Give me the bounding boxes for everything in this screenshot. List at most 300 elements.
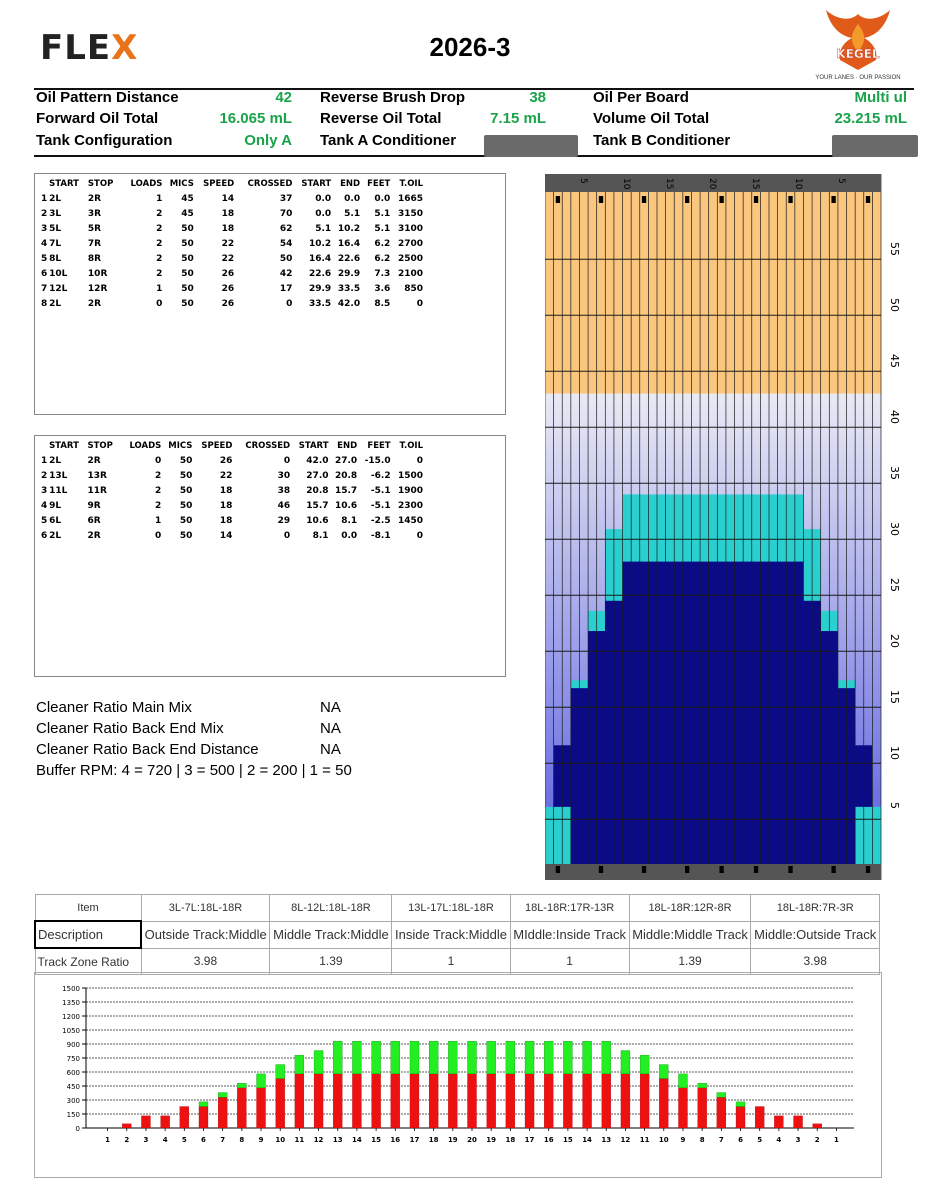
param-label-tank-configuration: Tank Configuration [36, 132, 173, 149]
target-arrow-top [719, 196, 723, 203]
param-label-reverse-oil-total: Reverse Oil Total [320, 110, 442, 127]
forward-oil-bar [333, 1074, 342, 1128]
reverse-table-header-cell: END [337, 441, 358, 451]
reverse-oil-bar [678, 1074, 687, 1088]
forward-table-cell: 12L [49, 283, 68, 294]
forward-table-cell: 2 [156, 268, 163, 279]
x-tick-label: 10 [793, 178, 804, 190]
heavy-oil-board [821, 631, 830, 864]
forward-table-cell: 1 [41, 193, 48, 204]
reverse-table-cell: 8.1 [341, 515, 358, 526]
reverse-oil-bar [563, 1041, 572, 1074]
tank-a-conditioner-redacted [484, 135, 578, 157]
x-tick-label: 11 [294, 1136, 305, 1144]
forward-oil-bar [391, 1074, 400, 1128]
reverse-oil-bar [218, 1093, 227, 1098]
forward-oil-bar [276, 1079, 285, 1128]
y-tick-label: 150 [66, 1111, 80, 1119]
forward-table-cell: 10.2 [308, 238, 332, 249]
zone-description-cell: Middle Track:Middle [270, 921, 392, 948]
forward-table-cell: 2100 [397, 268, 423, 279]
x-tick-label: 16 [390, 1136, 401, 1144]
heavy-oil-board [631, 562, 640, 864]
forward-table-cell: 22 [221, 253, 235, 264]
reverse-table-cell: -5.1 [370, 485, 391, 496]
reverse-table-cell: 2R [87, 455, 101, 466]
forward-oil-bar [141, 1116, 150, 1128]
x-tick-label: 7 [718, 1136, 724, 1144]
param-value-reverse-brush-drop: 38 [529, 89, 546, 106]
forward-table-cell: 8 [41, 298, 48, 309]
target-arrow-top [599, 196, 603, 203]
forward-oil-bar [602, 1074, 611, 1128]
reverse-table-cell: 18 [219, 485, 233, 496]
reverse-oil-bar [429, 1041, 438, 1074]
forward-oil-bar [794, 1116, 803, 1128]
forward-table-cell: 17 [279, 283, 293, 294]
reverse-oil-bar [448, 1041, 457, 1074]
reverse-table-cell: -2.5 [370, 515, 391, 526]
forward-table-cell: 0.0 [315, 208, 332, 219]
heavy-oil-board [648, 562, 657, 864]
reverse-table-header-row [41, 439, 423, 453]
forward-table-cell: 42.0 [337, 298, 361, 309]
forward-table-cell: 45 [181, 193, 194, 204]
reverse-table-cell: 50 [179, 470, 193, 481]
heavy-oil-board [786, 562, 795, 864]
forward-table-cell: 50 [181, 223, 194, 234]
zone-description-cell: Middle:Outside Track [751, 921, 880, 948]
reverse-oil-bar [602, 1041, 611, 1074]
x-tick-label: 19 [447, 1136, 458, 1144]
forward-table-header-cell [41, 177, 49, 191]
x-tick-label: 8 [239, 1136, 245, 1144]
y-tick-label: 300 [66, 1097, 80, 1105]
target-arrow-bottom [788, 866, 792, 873]
reverse-table-cell: 2 [41, 470, 48, 481]
forward-oil-bar [813, 1124, 822, 1128]
reverse-oil-bar [506, 1041, 515, 1074]
zone-description-cell: Middle:Middle Track [629, 921, 751, 948]
reverse-table-cell: 11L [49, 485, 68, 496]
x-tick-label: 19 [486, 1136, 497, 1144]
forward-table-cell: 4 [41, 238, 48, 249]
forward-table-cell: 50 [181, 238, 194, 249]
forward-table-box [34, 173, 506, 415]
forward-table-cell: 0 [286, 298, 293, 309]
zone-ratio-label: Track Zone Ratio [35, 948, 141, 975]
param-label-forward-oil-total: Forward Oil Total [36, 110, 159, 127]
target-arrow-bottom [556, 866, 560, 873]
forward-table-cell: 42 [279, 268, 293, 279]
x-tick-label: 9 [680, 1136, 686, 1144]
reverse-table-cell: 26 [219, 455, 233, 466]
x-tick-label: 18 [428, 1136, 439, 1144]
x-tick-label: 15 [750, 178, 761, 190]
forward-table-cell: 29.9 [337, 268, 361, 279]
forward-table-cell: 33.5 [337, 283, 361, 294]
forward-table-row [41, 281, 423, 296]
reverse-table-cell: 27.0 [306, 470, 329, 481]
zone-item-cell: 13L-17L:18L-18R [392, 895, 510, 922]
reverse-oil-board [545, 807, 554, 864]
cleaner-back-end-mix-value: NA [320, 720, 341, 737]
forward-oil-bar [218, 1097, 227, 1128]
reverse-oil-bar [257, 1074, 266, 1088]
y-tick-label: 750 [66, 1055, 80, 1063]
zone-ratio-cell: 3.98 [141, 948, 270, 975]
target-arrow-bottom [754, 866, 758, 873]
reverse-oil-bar [372, 1041, 381, 1074]
x-tick-label: 20 [707, 178, 717, 190]
reverse-table-cell: 10.6 [306, 515, 329, 526]
x-tick-label: 5 [577, 178, 588, 184]
param-label-tank-b-conditioner: Tank B Conditioner [593, 132, 731, 149]
reverse-table-cell: 18 [219, 500, 233, 511]
zone-description-cell: Inside Track:Middle [392, 921, 510, 948]
reverse-table-cell: 20.8 [334, 470, 358, 481]
forward-table-cell: 7.3 [374, 268, 391, 279]
forward-table-header-row [41, 177, 423, 191]
zone-item-cell: 18L-18R:7R-3R [751, 895, 880, 922]
zone-description-label: Description [35, 921, 141, 948]
reverse-table-row [41, 483, 423, 498]
y-tick-label: 45 [888, 354, 901, 368]
zone-ratio-cell: 1 [510, 948, 629, 975]
heavy-oil-board [847, 688, 856, 864]
heavy-oil-board [605, 601, 614, 864]
target-arrow-top [788, 196, 792, 203]
target-arrow-bottom [866, 866, 870, 873]
reverse-oil-bar [583, 1041, 592, 1074]
reverse-table-cell: 46 [277, 500, 291, 511]
forward-table-cell: 0.0 [374, 193, 391, 204]
reverse-table-header-cell: FEET [367, 441, 391, 451]
reverse-table-cell: 50 [179, 500, 193, 511]
y-tick-label: 0 [75, 1125, 80, 1133]
forward-table-cell: 22.6 [337, 253, 361, 264]
forward-table-cell: 16.4 [337, 238, 361, 249]
reverse-table-cell: 50 [179, 455, 193, 466]
y-tick-label: 50 [888, 298, 901, 312]
x-tick-label: 1 [105, 1136, 111, 1144]
cleaner-main-mix-value: NA [320, 699, 341, 716]
reverse-table-box [34, 435, 506, 677]
forward-table-cell: 5.1 [344, 208, 361, 219]
x-tick-label: 11 [639, 1136, 650, 1144]
forward-table-cell: 5.1 [374, 223, 391, 234]
reverse-table-cell: 9R [87, 500, 101, 511]
reverse-table-cell: 42.0 [306, 455, 329, 466]
reverse-oil-bar [717, 1093, 726, 1098]
heavy-oil-board [838, 688, 847, 864]
forward-table-cell: 8R [87, 253, 102, 264]
reverse-table-cell: 5 [41, 515, 48, 526]
heavy-oil-board [803, 601, 812, 864]
forward-table-cell: 6 [41, 268, 48, 279]
forward-oil-bar [736, 1107, 745, 1128]
target-arrow-bottom [831, 866, 835, 873]
forward-table-row [41, 266, 423, 281]
oil-per-board-chart [44, 980, 864, 1160]
cleaner-back-end-distance-value: NA [320, 741, 341, 758]
reverse-table-cell: 50 [179, 485, 193, 496]
reverse-oil-bar [544, 1041, 553, 1074]
cleaner-main-mix-label: Cleaner Ratio Main Mix [36, 699, 192, 716]
forward-table-cell: 50 [181, 298, 194, 309]
heavy-oil-board [579, 688, 588, 864]
target-arrow-top [754, 196, 758, 203]
reverse-table-cell: 18 [219, 515, 233, 526]
reverse-table-cell: 0 [155, 530, 162, 541]
reverse-table-cell: -8.1 [370, 530, 391, 541]
zone-item-label: Item [35, 895, 141, 922]
reverse-table-row [41, 498, 423, 513]
pattern-title: 2026-3 [429, 32, 511, 62]
heavy-oil-board [597, 631, 606, 864]
forward-table-cell: 8.5 [374, 298, 391, 309]
forward-oil-bar [717, 1097, 726, 1128]
reverse-table-cell: 0 [155, 455, 162, 466]
reverse-table-row [41, 513, 423, 528]
param-value-volume-oil-total: 23.215 mL [834, 110, 907, 127]
forward-table-cell: 0 [416, 298, 423, 309]
forward-table-cell: 0.0 [315, 193, 332, 204]
cleaner-back-end-distance-label: Cleaner Ratio Back End Distance [36, 741, 259, 758]
x-tick-label: 2 [124, 1136, 130, 1144]
reverse-oil-bar [640, 1055, 649, 1074]
forward-table-cell: 3100 [397, 223, 423, 234]
forward-table-cell: 16.4 [308, 253, 332, 264]
reverse-table-cell: -5.1 [370, 500, 391, 511]
reverse-oil-bar [199, 1102, 208, 1107]
y-tick-label: 35 [888, 466, 901, 480]
x-tick-label: 16 [543, 1136, 554, 1144]
reverse-oil-bar [487, 1041, 496, 1074]
forward-table-cell: 6.2 [374, 238, 391, 249]
reverse-table-cell: 1500 [397, 470, 423, 481]
forward-table-cell: 14 [221, 193, 235, 204]
forward-table-cell: 62 [279, 223, 293, 234]
forward-oil-bar [563, 1074, 572, 1128]
reverse-table-cell: 50 [179, 530, 193, 541]
target-arrow-top [642, 196, 646, 203]
reverse-table-cell: 27.0 [334, 455, 358, 466]
zone-ratio-cell: 1 [392, 948, 510, 975]
forward-oil-bar [237, 1088, 246, 1128]
x-tick-label: 2 [814, 1136, 820, 1144]
reverse-oil-bar [698, 1083, 707, 1088]
target-arrow-top [866, 196, 870, 203]
forward-table-cell: 3150 [397, 208, 423, 219]
forward-oil-bar [314, 1074, 323, 1128]
forward-table-cell: 22.6 [308, 268, 332, 279]
reverse-table-cell: 2R [87, 530, 101, 541]
reverse-table-header-cell: LOADS [129, 441, 162, 451]
forward-table-cell: 850 [404, 283, 423, 294]
x-tick-label: 17 [524, 1136, 535, 1144]
forward-table-cell: 3 [41, 223, 48, 234]
y-tick-label: 5 [888, 802, 901, 809]
param-label-reverse-brush-drop: Reverse Brush Drop [320, 89, 466, 106]
forward-table-cell: 7L [49, 238, 62, 249]
forward-table-cell: 2 [41, 208, 48, 219]
forward-oil-bar [180, 1107, 189, 1128]
reverse-oil-bar [621, 1051, 630, 1074]
heavy-oil-board [571, 688, 580, 864]
forward-table-row [41, 206, 423, 221]
forward-oil-bar [161, 1116, 170, 1128]
forward-table-cell: 6.2 [374, 253, 391, 264]
reverse-table-cell: 1 [155, 515, 162, 526]
reverse-oil-bar [276, 1065, 285, 1079]
heavy-oil-board [726, 562, 735, 864]
x-tick-label: 5 [757, 1136, 763, 1144]
reverse-table-cell: 30 [277, 470, 291, 481]
forward-table-cell: 0.0 [344, 193, 361, 204]
zone-item-cell: 18L-18R:12R-8R [629, 895, 751, 922]
reverse-table-cell: 1 [41, 455, 48, 466]
reverse-table-cell: 15.7 [334, 485, 358, 496]
x-tick-label: 8 [699, 1136, 705, 1144]
forward-oil-bar [122, 1124, 131, 1128]
forward-oil-bar [410, 1074, 419, 1128]
param-label-oil-per-board: Oil Per Board [593, 89, 689, 106]
reverse-table-cell: 50 [179, 515, 193, 526]
heavy-oil-board [760, 562, 769, 864]
x-tick-label: 5 [181, 1136, 187, 1144]
forward-oil-bar [199, 1107, 208, 1128]
forward-oil-bar [621, 1074, 630, 1128]
forward-table-cell: 1665 [397, 193, 423, 204]
forward-table-cell: 50 [181, 268, 194, 279]
forward-table-cell: 5.1 [374, 208, 391, 219]
forward-table-cell: 2L [49, 298, 62, 309]
forward-table-cell: 2 [156, 238, 163, 249]
param-value-oil-per-board: Multi ul [854, 89, 907, 106]
forward-table-cell: 5.1 [315, 223, 332, 234]
heavy-oil-board [735, 562, 744, 864]
forward-table-cell: 5R [87, 223, 102, 234]
heavy-oil-board [709, 562, 718, 864]
y-tick-label: 600 [66, 1069, 80, 1077]
forward-table-cell: 50 [181, 253, 194, 264]
x-tick-label: 13 [332, 1136, 343, 1144]
forward-table-cell: 7R [87, 238, 102, 249]
forward-table-cell: 2R [87, 193, 102, 204]
reverse-table-cell: 1450 [397, 515, 423, 526]
target-arrow-bottom [599, 866, 603, 873]
reverse-table-cell: 15.7 [306, 500, 329, 511]
param-value-tank-configuration: Only A [244, 132, 292, 149]
x-tick-label: 4 [162, 1136, 168, 1144]
cleaner-back-end-mix-label: Cleaner Ratio Back End Mix [36, 720, 224, 737]
x-tick-label: 14 [352, 1136, 362, 1144]
zone-ratio-cell: 1.39 [629, 948, 751, 975]
heavy-oil-board [795, 562, 804, 864]
reverse-table-cell: 2 [155, 485, 162, 496]
reverse-oil-bar [333, 1041, 342, 1074]
reverse-table-cell: 6L [49, 515, 62, 526]
forward-table-cell: 0 [156, 298, 163, 309]
heavy-oil-board [666, 562, 675, 864]
reverse-table-cell: 13L [49, 470, 68, 481]
y-tick-label: 1350 [62, 999, 80, 1007]
reverse-table-cell: 6 [41, 530, 48, 541]
x-tick-label: 6 [738, 1136, 743, 1144]
forward-table-cell: 26 [221, 268, 235, 279]
reverse-table-cell: 0 [416, 530, 423, 541]
param-label-tank-a-conditioner: Tank A Conditioner [320, 132, 457, 149]
param-value-reverse-oil-total: 7.15 mL [490, 110, 546, 127]
header-rule-bottom [34, 155, 914, 157]
heavy-oil-board [778, 562, 787, 864]
forward-table-header-cell: MICS [169, 179, 194, 189]
y-tick-label: 25 [888, 578, 901, 592]
heavy-oil-board [829, 631, 838, 864]
bottom-bar [545, 864, 881, 880]
forward-table-header-cell: LOADS [130, 179, 163, 189]
y-tick-label: 10 [888, 746, 901, 760]
forward-table-header-cell: START [301, 179, 332, 189]
reverse-table-cell: 38 [277, 485, 291, 496]
x-tick-label: 14 [582, 1136, 592, 1144]
heavy-oil-board [855, 745, 864, 807]
forward-oil-bar [506, 1074, 515, 1128]
reverse-table [41, 439, 423, 543]
forward-table-cell: 26 [221, 298, 235, 309]
y-tick-label: 20 [888, 634, 901, 648]
y-tick-label: 450 [66, 1083, 80, 1091]
tank-b-conditioner-redacted [832, 135, 918, 157]
forward-table-row [41, 221, 423, 236]
x-tick-label: 15 [563, 1136, 573, 1144]
forward-table-header-cell: T.OIL [399, 179, 423, 189]
heavy-oil-board [700, 562, 709, 864]
forward-table-cell: 10R [87, 268, 108, 279]
forward-table-cell: 5 [41, 253, 48, 264]
forward-table-row [41, 191, 423, 206]
forward-table-cell: 29.9 [308, 283, 332, 294]
forward-table-cell: 3.6 [374, 283, 391, 294]
forward-oil-bar [698, 1088, 707, 1128]
x-tick-label: 15 [663, 178, 674, 190]
heavy-oil-board [752, 562, 761, 864]
heavy-oil-board [683, 562, 692, 864]
param-value-oil-pattern-distance: 42 [275, 89, 292, 106]
x-tick-label: 6 [201, 1136, 206, 1144]
x-tick-label: 13 [601, 1136, 612, 1144]
reverse-table-header-cell: START [298, 441, 329, 451]
param-value-forward-oil-total: 16.065 mL [219, 110, 292, 127]
x-tick-label: 17 [409, 1136, 420, 1144]
forward-table-cell: 33.5 [308, 298, 332, 309]
forward-table-cell: 45 [181, 208, 194, 219]
y-tick-label: 55 [888, 242, 901, 256]
x-tick-label: 10 [658, 1136, 669, 1144]
forward-oil-bar [678, 1088, 687, 1128]
forward-table-row [41, 296, 423, 311]
reverse-table-cell: 20.8 [306, 485, 329, 496]
forward-table-cell: 50 [181, 283, 194, 294]
forward-table-cell: 3R [87, 208, 102, 219]
reverse-table-cell: -15.0 [364, 455, 391, 466]
forward-table-cell: 7 [41, 283, 48, 294]
forward-oil-bar [583, 1074, 592, 1128]
track-zone-table [34, 894, 880, 975]
forward-oil-bar [487, 1074, 496, 1128]
reverse-table-cell: 0 [283, 530, 291, 541]
